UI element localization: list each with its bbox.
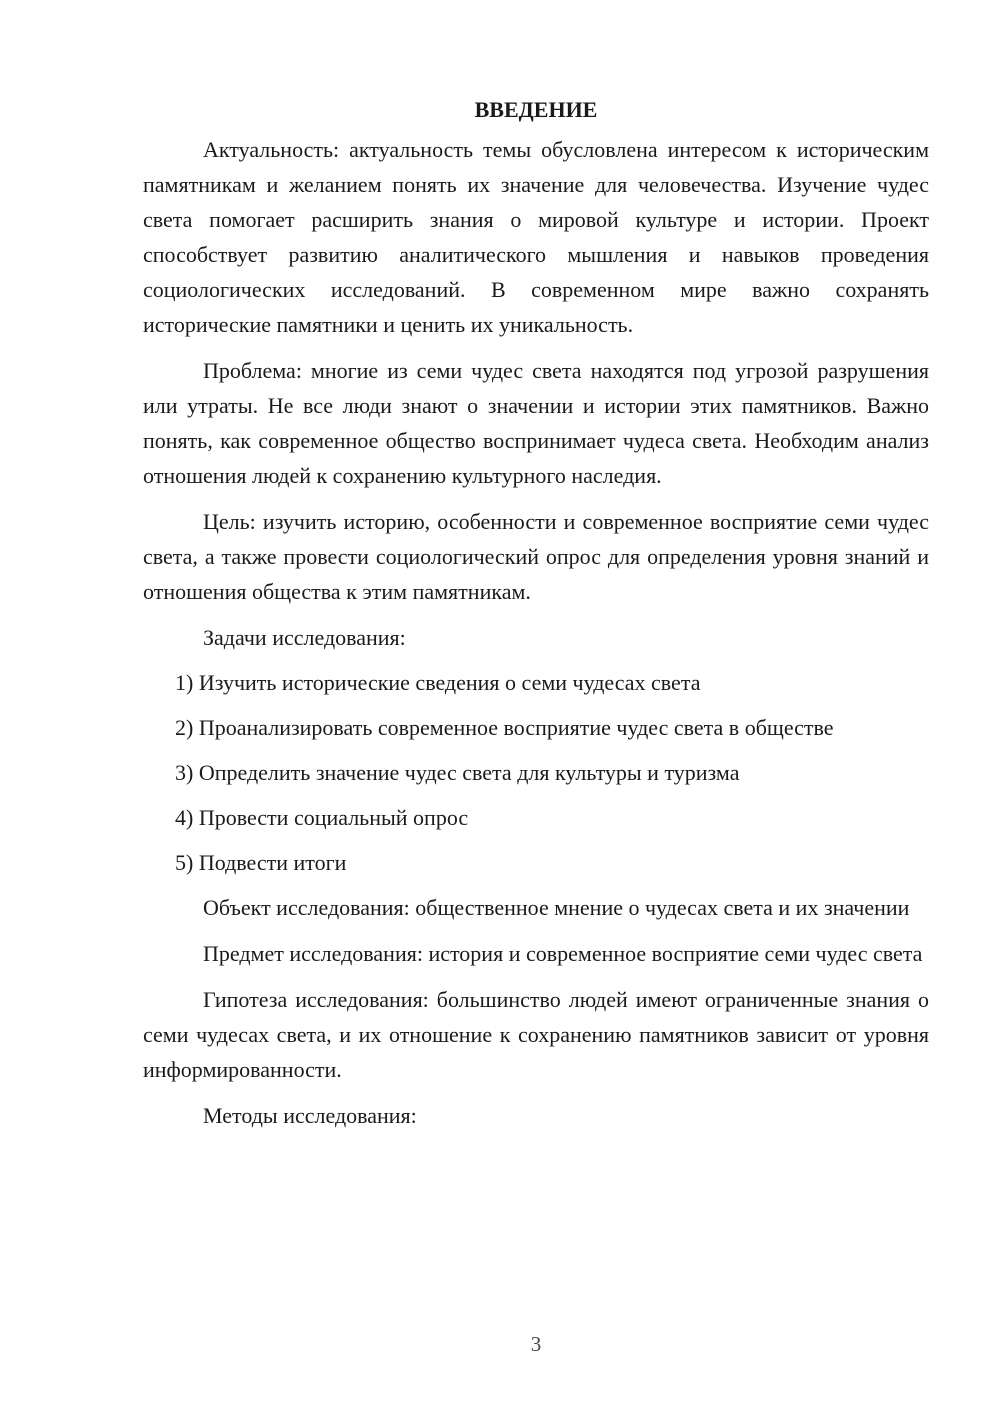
task-item: 3) Определить значение чудес света для культуры и туризма (175, 760, 740, 785)
task-item: 5) Подвести итоги (175, 850, 347, 875)
paragraph-object: Объект исследования: общественное мнение о чудесах света и их значении (203, 895, 910, 920)
methods-heading: Методы исследования: (203, 1103, 417, 1128)
page-content (143, 92, 929, 1143)
paragraph-subject: Предмет исследования: история и современное восприятие семи чудес света (203, 941, 923, 966)
page-number: 3 (530, 1332, 542, 1356)
paragraph-hypothesis: Гипотеза исследования: большинство людей имеют ограниченные знания о семи чудесах света, и их отношение к сохранению памятников зависит от уровня информированности. (143, 987, 929, 1082)
paragraph-problem: Проблема: многие из семи чудес света находятся под угрозой разрушения или утраты. Не все люди знают о значении и истории этих памятников. Важно понять, как современное общество воспринимает чудеса света. Необходим анализ отношения людей к сохранению культурного наследия. (143, 358, 929, 488)
task-item: 2) Проанализировать современное восприятие чудес света в обществе (175, 715, 834, 740)
task-item: 4) Провести социальный опрос (175, 805, 469, 830)
task-item: 1) Изучить исторические сведения о семи чудесах света (175, 670, 701, 695)
tasks-heading: Задачи исследования: (203, 625, 406, 650)
paragraph-relevance: Актуальность: актуальность темы обусловлена интересом к историческим памятникам и желанием понять их значение для человечества. Изучение чудес света помогает расширить знания о мировой культуре и истории. Проект способствует развитию аналитического мышления и навыков проведения социологических исследований. В современном мире важно сохранять исторические памятники и ценить их уникальность. (143, 137, 929, 337)
paragraph-goal: Цель: изучить историю, особенности и современное восприятие семи чудес света, а также провести социологический опрос для определения уровня знаний и отношения общества к этим памятникам. (143, 509, 929, 604)
page-title: ВВЕДЕНИЕ (474, 97, 598, 122)
